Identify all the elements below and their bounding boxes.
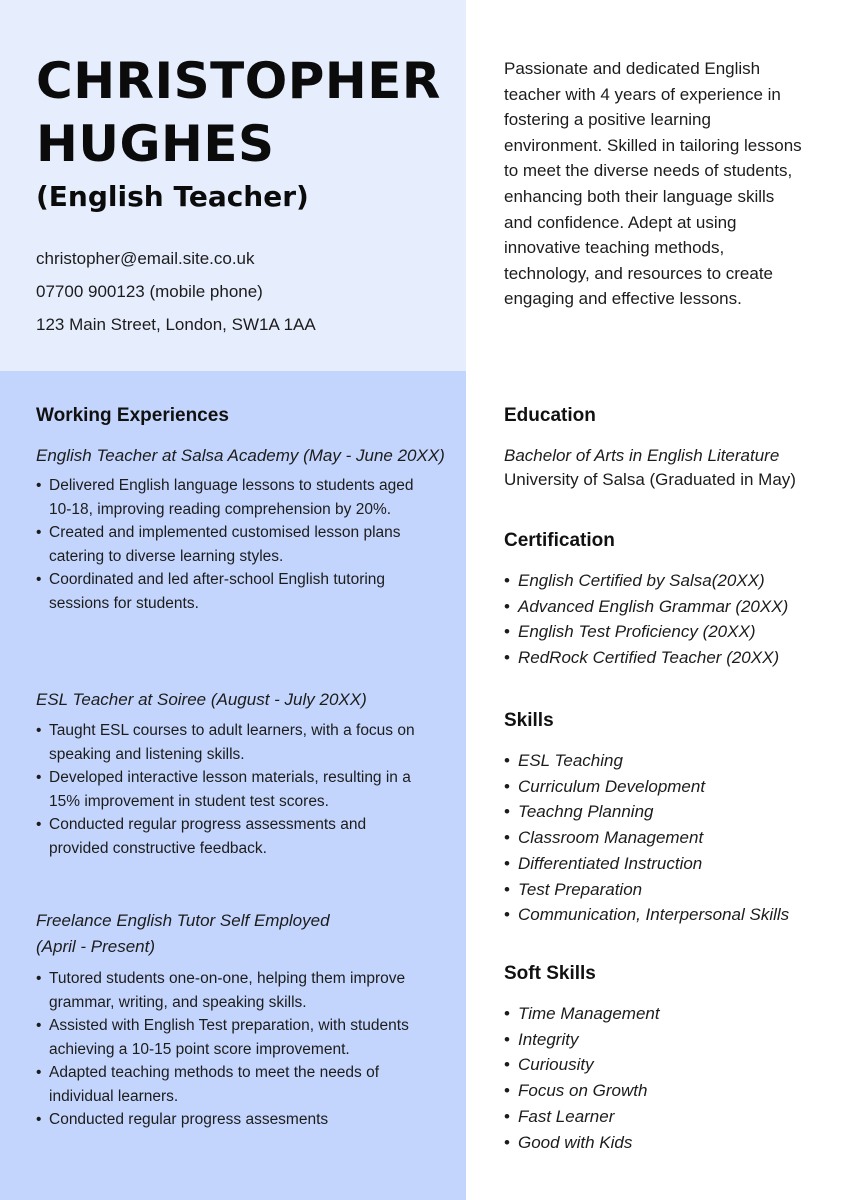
list-item: • Conducted regular progress assesments [36, 1108, 421, 1132]
list-item: • Conducted regular progress assessments and provided constructive feedback. [36, 813, 421, 860]
soft-skills-heading: Soft Skills [504, 963, 596, 984]
contact-email: christopher@email.site.co.uk [36, 249, 255, 268]
list-item: • Delivered English language lessons to students aged 10-18, improving reading comprehension by 20%. [36, 474, 421, 521]
contact-info [36, 247, 316, 346]
job-3-bullets [36, 967, 421, 1132]
list-item: • Differentiated Instruction [504, 851, 834, 877]
list-item: • Time Management [504, 1001, 834, 1027]
experience-heading: Working Experiences [36, 405, 229, 426]
list-item: • Good with Kids [504, 1130, 834, 1156]
job-title-1: English Teacher at Salsa Academy (May - June 20XX) [36, 446, 445, 465]
candidate-name [36, 50, 456, 176]
list-item: • Assisted with English Test preparation, with students achieving a 10-15 point score improvement. [36, 1014, 421, 1061]
list-item: • Created and implemented customised lesson plans catering to diverse learning styles. [36, 521, 421, 568]
job-2-bullets [36, 719, 421, 860]
skills-list [504, 748, 834, 928]
list-item: • English Certified by Salsa(20XX) [504, 568, 834, 594]
list-item: • Teachng Planning [504, 799, 834, 825]
last-name: HUGHES [36, 115, 275, 173]
job-1-bullets [36, 474, 421, 615]
list-item: • Curriculum Development [504, 774, 834, 800]
list-item: • RedRock Certified Teacher (20XX) [504, 645, 834, 671]
list-item: • Communication, Interpersonal Skills [504, 902, 834, 928]
job-title-2: ESL Teacher at Soiree (August - July 20XX) [36, 690, 367, 709]
job-role: (English Teacher) [36, 180, 309, 213]
list-item: • Classroom Management [504, 825, 834, 851]
list-item: • Integrity [504, 1027, 834, 1053]
job-title-3: Freelance English Tutor Self Employed (April - Present) [36, 911, 330, 956]
list-item: • Coordinated and led after-school English tutoring sessions for students. [36, 568, 421, 615]
list-item: • Adapted teaching methods to meet the needs of individual learners. [36, 1061, 421, 1108]
list-item: • Focus on Growth [504, 1078, 834, 1104]
skills-heading: Skills [504, 710, 554, 731]
certification-list [504, 568, 834, 671]
list-item: • Curiousity [504, 1052, 834, 1078]
list-item: • Tutored students one-on-one, helping them improve grammar, writing, and speaking skills. [36, 967, 421, 1014]
education-university: University of Salsa (Graduated in May) [504, 470, 796, 489]
education-degree: Bachelor of Arts in English Literature [504, 446, 780, 465]
list-item: • Fast Learner [504, 1104, 834, 1130]
education-heading: Education [504, 405, 596, 426]
profile-summary: Passionate and dedicated English teacher with 4 years of experience in fostering a positive learning environment. Skilled in tailoring lessons to meet the diverse needs of students, enhancing both their language skills and confidence. Adept at using innovative teaching methods, technology, and resources to create engaging and effective lessons. [504, 59, 802, 309]
list-item: • Taught ESL courses to adult learners, with a focus on speaking and listening skills. [36, 719, 421, 766]
list-item: • Advanced English Grammar (20XX) [504, 594, 834, 620]
list-item: • Developed interactive lesson materials, resulting in a 15% improvement in student test scores. [36, 766, 421, 813]
list-item: • English Test Proficiency (20XX) [504, 619, 834, 645]
list-item: • ESL Teaching [504, 748, 834, 774]
list-item: • Test Preparation [504, 877, 834, 903]
first-name: CHRISTOPHER [36, 52, 441, 110]
contact-address: 123 Main Street, London, SW1A 1AA [36, 315, 316, 334]
soft-skills-list [504, 1001, 834, 1155]
certification-heading: Certification [504, 530, 615, 551]
contact-phone: 07700 900123 (mobile phone) [36, 282, 263, 301]
